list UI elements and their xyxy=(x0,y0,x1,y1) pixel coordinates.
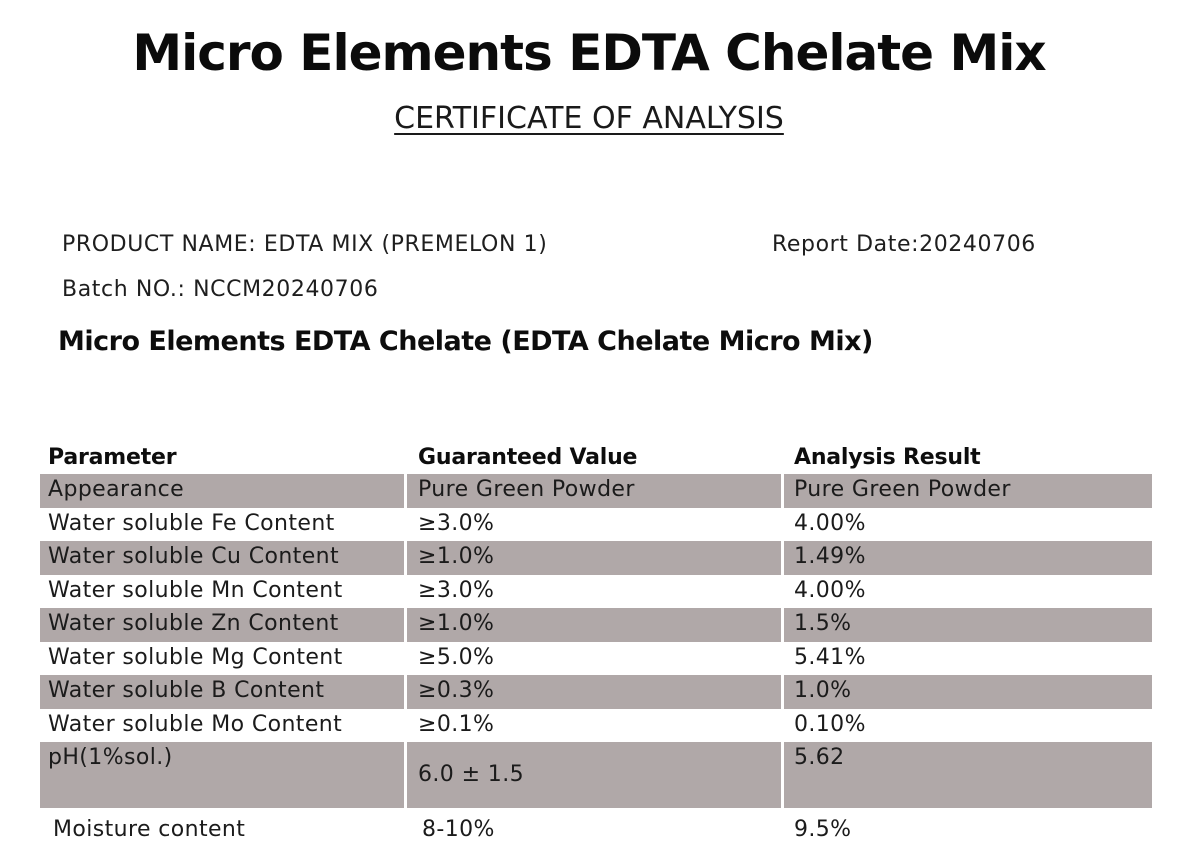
product-heading: Micro Elements EDTA Chelate (EDTA Chelate Micro Mix) xyxy=(58,326,873,357)
guaranteed-value-cell: ≥3.0% xyxy=(418,510,495,536)
page-title: Micro Elements EDTA Chelate Mix xyxy=(132,24,1046,82)
table-row xyxy=(40,608,1152,642)
analysis-result-cell: 0.10% xyxy=(794,711,866,737)
analysis-result-cell: 1.49% xyxy=(794,544,866,569)
parameter-cell: Appearance xyxy=(48,477,185,502)
guaranteed-value-cell: ≥1.0% xyxy=(418,544,495,569)
parameter-cell: Water soluble Mo Content xyxy=(48,711,343,737)
analysis-result-cell: 4.00% xyxy=(794,510,866,536)
guaranteed-value-cell: ≥3.0% xyxy=(418,577,495,603)
column-divider xyxy=(404,608,407,642)
table-row xyxy=(40,541,1152,575)
table-row xyxy=(40,474,1152,508)
guaranteed-value-cell: ≥5.0% xyxy=(418,644,495,670)
column-divider xyxy=(781,541,784,575)
table-row xyxy=(40,508,1152,542)
analysis-table xyxy=(40,442,1152,860)
column-divider xyxy=(781,742,784,808)
analysis-result-cell: 5.41% xyxy=(794,644,866,670)
batch-number: Batch NO.: NCCM20240706 xyxy=(62,277,379,302)
parameter-cell: Water soluble Zn Content xyxy=(48,611,339,636)
header-guaranteed-value: Guaranteed Value xyxy=(418,445,638,470)
table-row xyxy=(40,808,1152,860)
analysis-result-cell: 9.5% xyxy=(794,817,852,842)
column-divider xyxy=(404,541,407,575)
guaranteed-value-cell: ≥0.3% xyxy=(418,678,495,703)
table-row xyxy=(40,575,1152,609)
guaranteed-value-cell: ≥1.0% xyxy=(418,611,495,636)
parameter-cell: pH(1%sol.) xyxy=(48,745,173,770)
table-row xyxy=(40,642,1152,676)
analysis-result-cell: 1.0% xyxy=(794,678,852,703)
analysis-result-cell: 4.00% xyxy=(794,577,866,603)
table-row xyxy=(40,742,1152,808)
column-divider xyxy=(781,608,784,642)
parameter-cell: Water soluble Mg Content xyxy=(48,644,343,670)
product-name: PRODUCT NAME: EDTA MIX (PREMELON 1) xyxy=(62,232,548,257)
header-analysis-result: Analysis Result xyxy=(794,445,981,470)
analysis-result-cell: Pure Green Powder xyxy=(794,477,1011,502)
guaranteed-value-cell: 8-10% xyxy=(422,817,495,842)
guaranteed-value-cell: ≥0.1% xyxy=(418,711,495,737)
analysis-result-cell: 5.62 xyxy=(794,745,845,770)
header-parameter: Parameter xyxy=(48,445,177,470)
table-row xyxy=(40,709,1152,743)
column-divider xyxy=(404,675,407,709)
parameter-cell: Water soluble Fe Content xyxy=(48,510,335,536)
column-divider xyxy=(781,474,784,508)
column-divider xyxy=(781,675,784,709)
parameter-cell: Moisture content xyxy=(53,817,246,842)
table-row xyxy=(40,675,1152,709)
parameter-cell: Water soluble Mn Content xyxy=(48,577,343,603)
guaranteed-value-cell: 6.0 ± 1.5 xyxy=(418,762,524,787)
column-divider xyxy=(404,474,407,508)
parameter-cell: Water soluble B Content xyxy=(48,678,325,703)
parameter-cell: Water soluble Cu Content xyxy=(48,544,340,569)
certificate-subtitle: CERTIFICATE OF ANALYSIS xyxy=(394,101,784,136)
table-header-row xyxy=(40,442,1152,474)
column-divider xyxy=(404,742,407,808)
guaranteed-value-cell: Pure Green Powder xyxy=(418,477,635,502)
report-date: Report Date:20240706 xyxy=(772,232,1036,257)
analysis-result-cell: 1.5% xyxy=(794,611,852,636)
